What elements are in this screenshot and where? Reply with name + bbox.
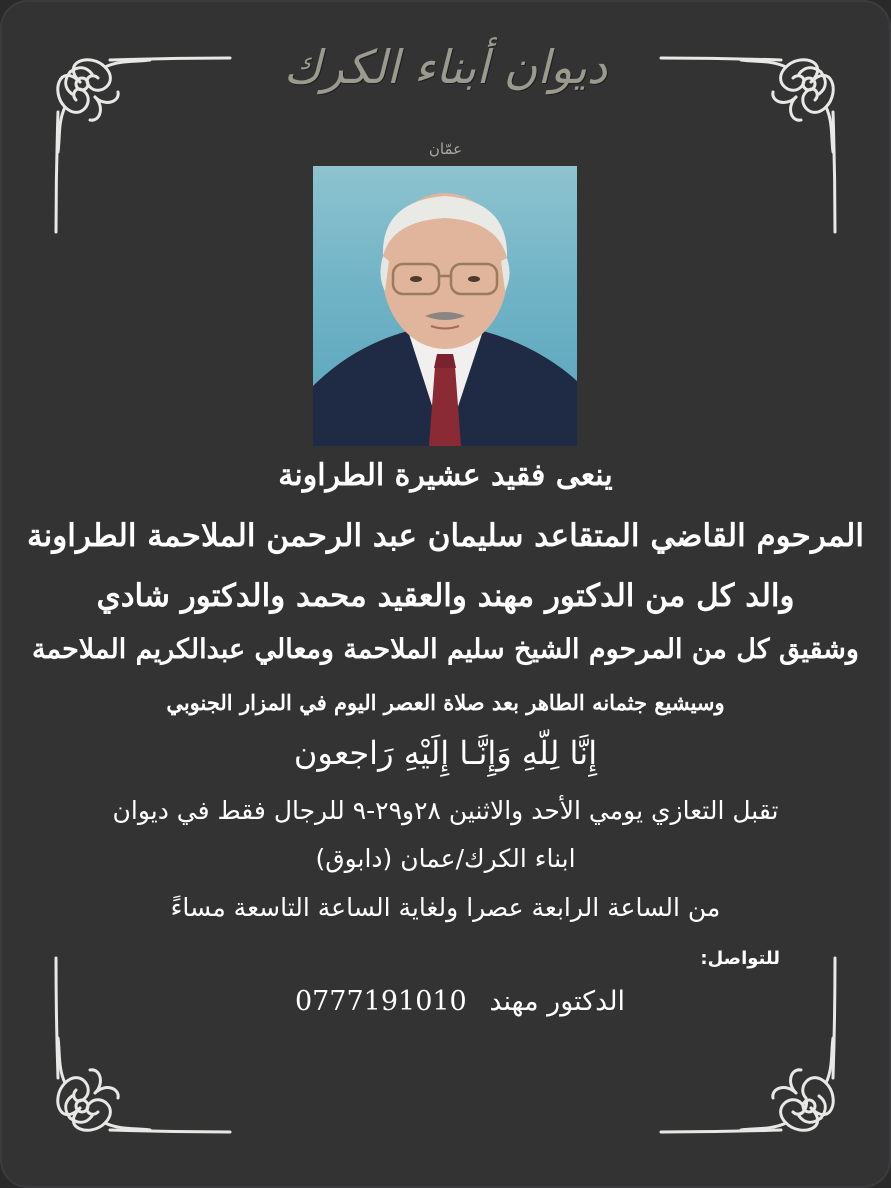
deceased-name: المرحوم القاضي المتقاعد سليمان عبد الرحمن الملاحمة الطراونة (27, 518, 864, 554)
diwan-logo-text: ديوان أبناء الكرك (283, 40, 608, 94)
sons-line: والد كل من الدكتور مهند والعقيد محمد والدكتور شادي (96, 578, 795, 614)
contact-info (250, 986, 670, 1017)
obituary-headline: ينعى فقيد عشيرة الطراونة (278, 458, 613, 493)
brothers-line: وشقيق كل من المرحوم الشيخ سليم الملاحمة ومعالي عبدالكريم الملاحمة (32, 634, 859, 665)
portrait-photo (313, 166, 577, 446)
contact-name: الدكتور مهند (489, 986, 626, 1017)
logo-location: عمّان (428, 140, 463, 158)
corner-ornament-icon (50, 52, 235, 237)
condolence-hours: من الساعة الرابعة عصرا ولغاية الساعة التاسعة مساءً (170, 893, 721, 922)
corner-ornament-icon (656, 953, 841, 1138)
corner-ornament-icon (50, 953, 235, 1138)
contact-label: للتواصل: (700, 948, 780, 969)
funeral-line: وسيشيع جثمانه الطاهر بعد صلاة العصر اليوم في المزار الجنوبي (166, 690, 725, 715)
contact-phone[interactable]: 0777191010 (294, 986, 467, 1017)
condolence-days: تقبل التعازي يومي الأحد والاثنين ٢٨و٢٩-٩ للرجال فقط في ديوان (112, 796, 779, 825)
condolence-location: ابناء الكرك/عمان (دابوق) (315, 844, 576, 873)
corner-ornament-icon (656, 52, 841, 237)
quran-verse: إِنَّا لِلّهِ وَإِنَّـا إِلَيْهِ رَاجعون (293, 734, 598, 772)
